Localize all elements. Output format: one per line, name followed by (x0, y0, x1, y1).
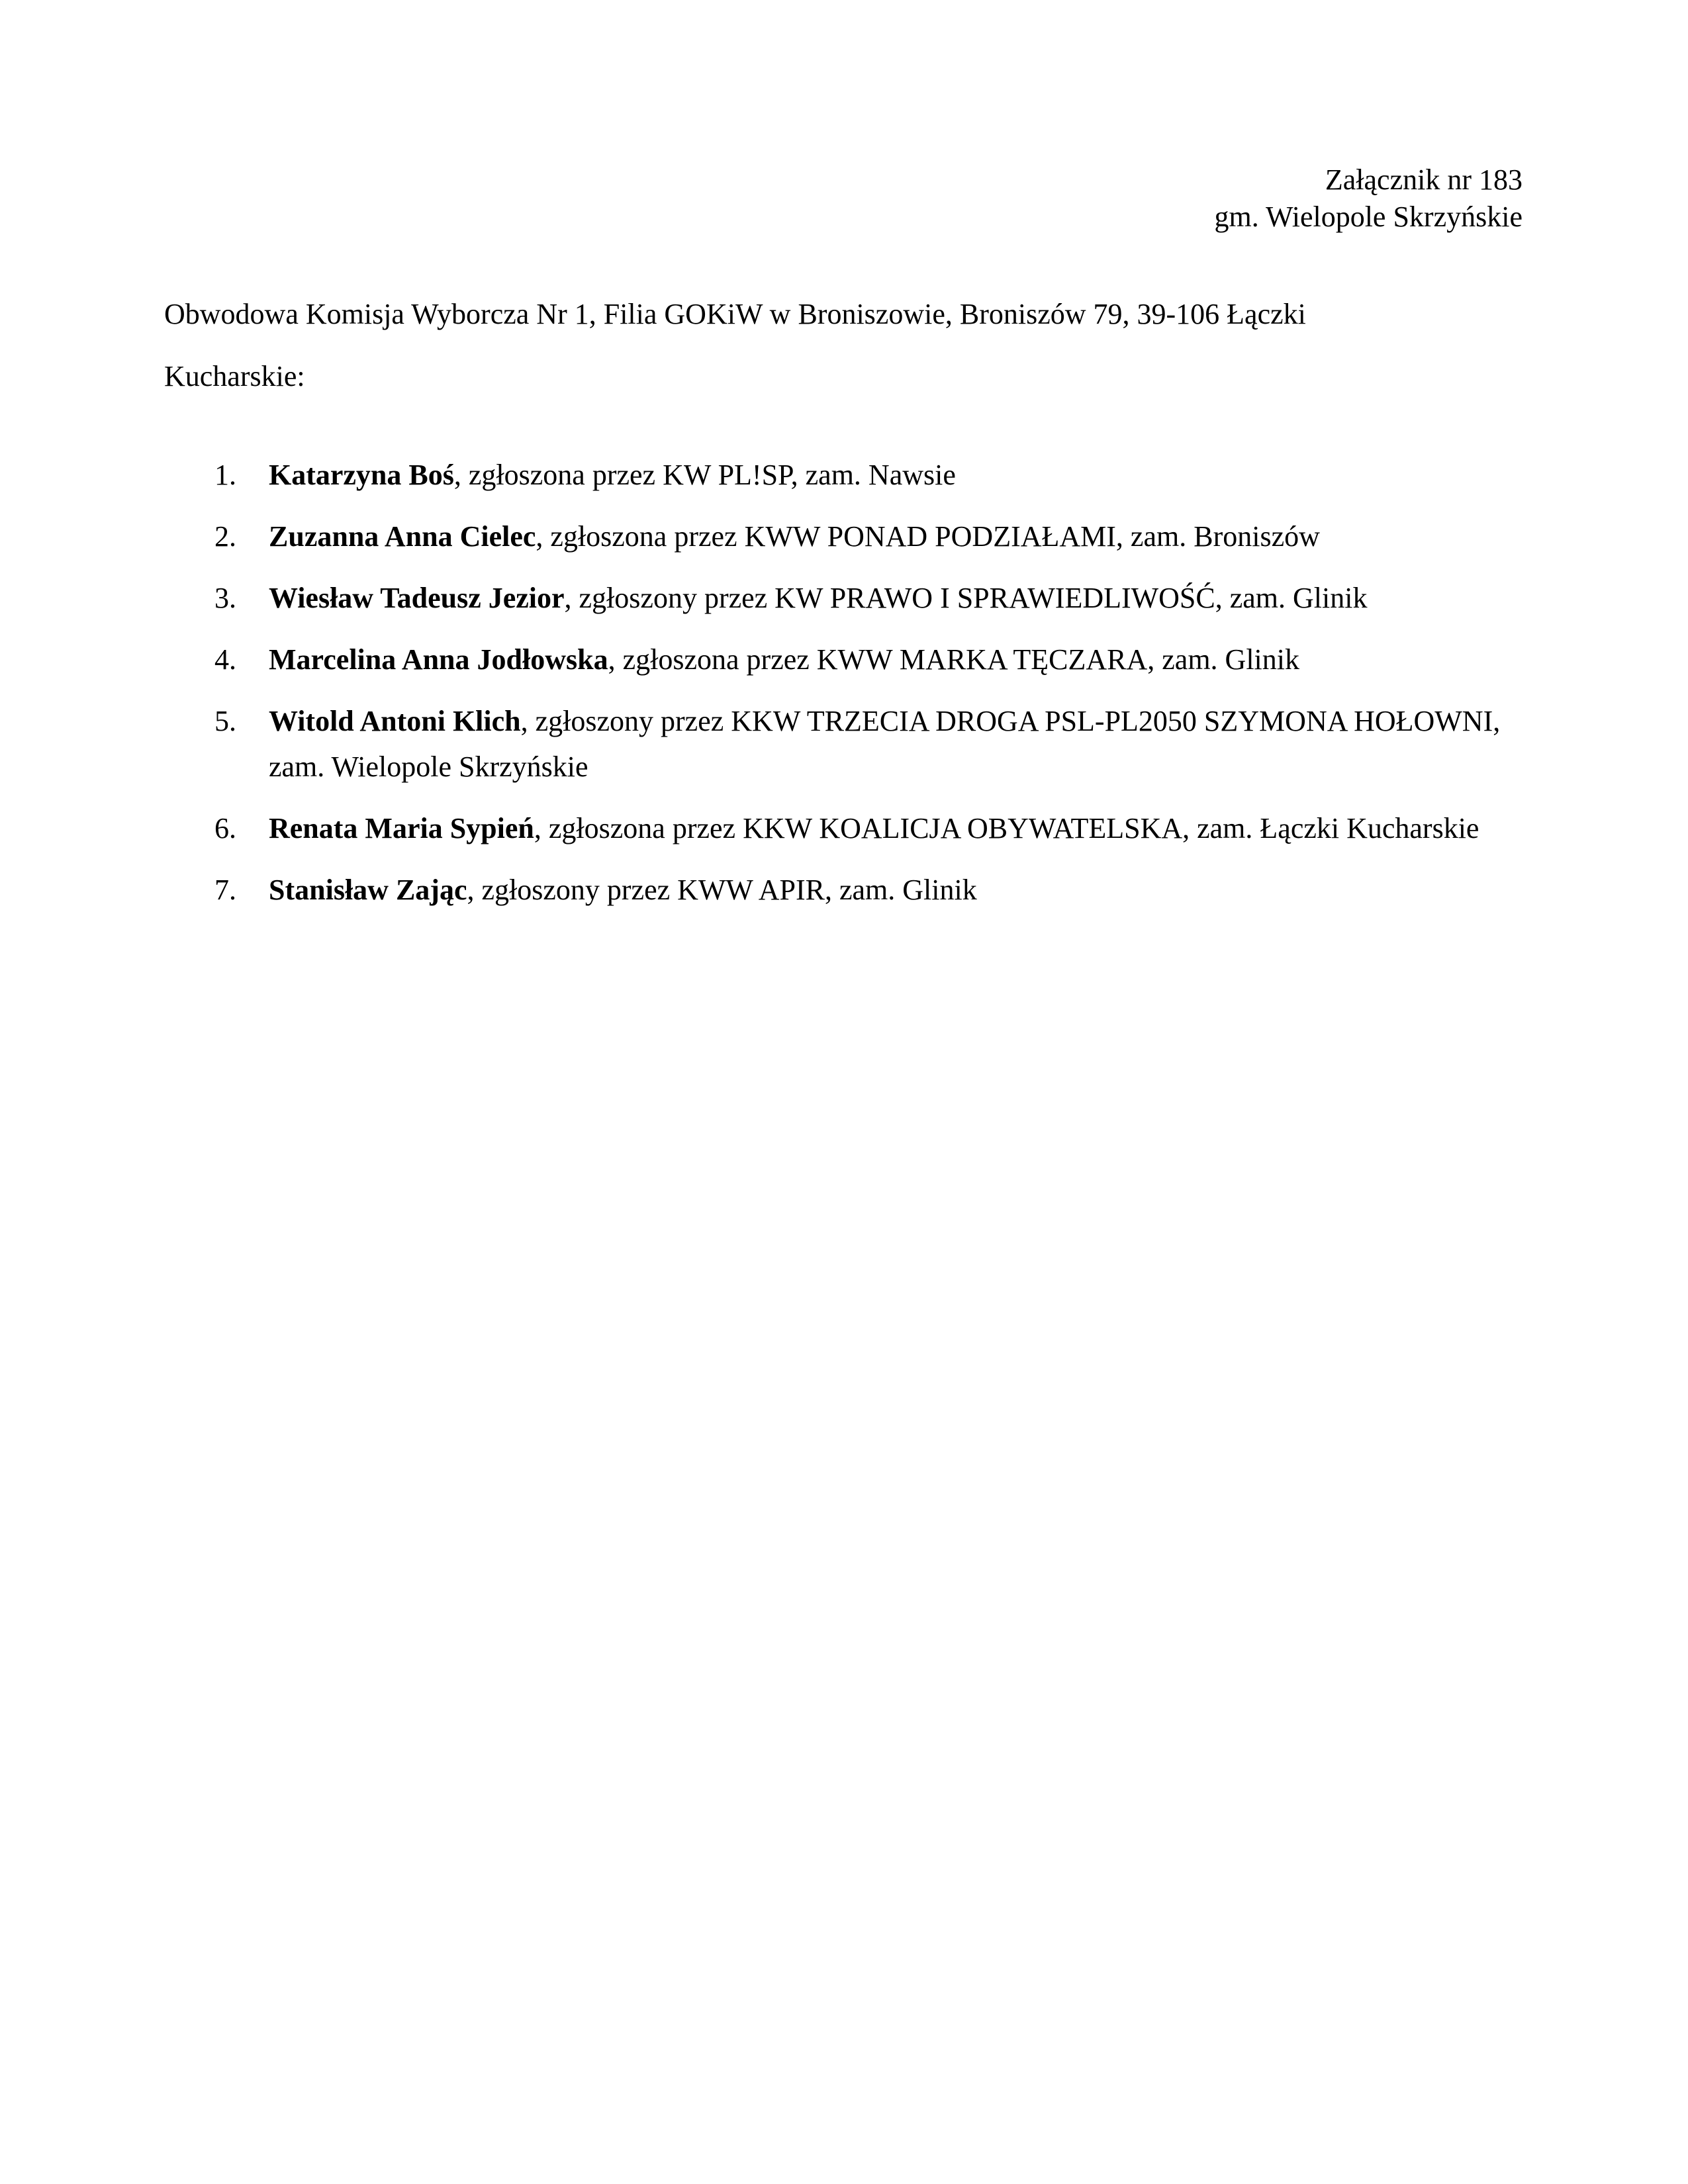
member-name: Stanisław Zając (269, 874, 467, 906)
member-list (164, 452, 1528, 929)
item-number: 2. (214, 520, 236, 553)
member-name: Witold Antoni Klich (269, 705, 521, 737)
list-item (164, 575, 1528, 621)
item-number: 3. (214, 582, 236, 614)
commission-description: Obwodowa Komisja Wyborcza Nr 1, Filia GOKiW w Broniszowie, Broniszów 79, 39-106 Łączki Kucharskie: (164, 298, 1306, 392)
item-number: 6. (214, 812, 236, 844)
member-details: , zgłoszony przez KWW APIR, zam. Glinik (467, 874, 977, 906)
item-number: 4. (214, 643, 236, 676)
member-details: , zgłoszony przez KKW TRZECIA DROGA PSL-PL2050 SZYMONA HOŁOWNI, zam. Wielopole Skrzyńskie (269, 705, 1501, 783)
member-details: , zgłoszona przez KKW KOALICJA OBYWATELSKA, zam. Łączki Kucharskie (534, 812, 1479, 844)
member-details: , zgłoszona przez KW PL!SP, zam. Nawsie (453, 459, 956, 491)
member-name: Zuzanna Anna Cielec (269, 520, 536, 553)
list-item (164, 637, 1528, 682)
municipality-name: gm. Wielopole Skrzyńskie (1214, 201, 1523, 233)
list-item (164, 805, 1528, 851)
list-item (164, 452, 1528, 498)
item-number: 5. (214, 705, 236, 737)
list-item (164, 698, 1528, 790)
item-number: 7. (214, 874, 236, 906)
member-details: , zgłoszona przez KWW MARKA TĘCZARA, zam. Glinik (608, 643, 1300, 676)
member-details: , zgłoszona przez KWW PONAD PODZIAŁAMI, zam. Broniszów (536, 520, 1320, 553)
list-item (164, 514, 1528, 559)
item-number: 1. (214, 459, 236, 491)
list-item (164, 867, 1528, 913)
member-name: Wiesław Tadeusz Jezior (269, 582, 565, 614)
attachment-number: Załącznik nr 183 (1325, 163, 1523, 196)
attachment-header (1215, 161, 1523, 236)
member-name: Renata Maria Sypień (269, 812, 534, 844)
member-name: Katarzyna Boś (269, 459, 454, 491)
member-details: , zgłoszony przez KW PRAWO I SPRAWIEDLIWOŚĆ, zam. Glinik (564, 582, 1368, 614)
member-name: Marcelina Anna Jodłowska (269, 643, 608, 676)
